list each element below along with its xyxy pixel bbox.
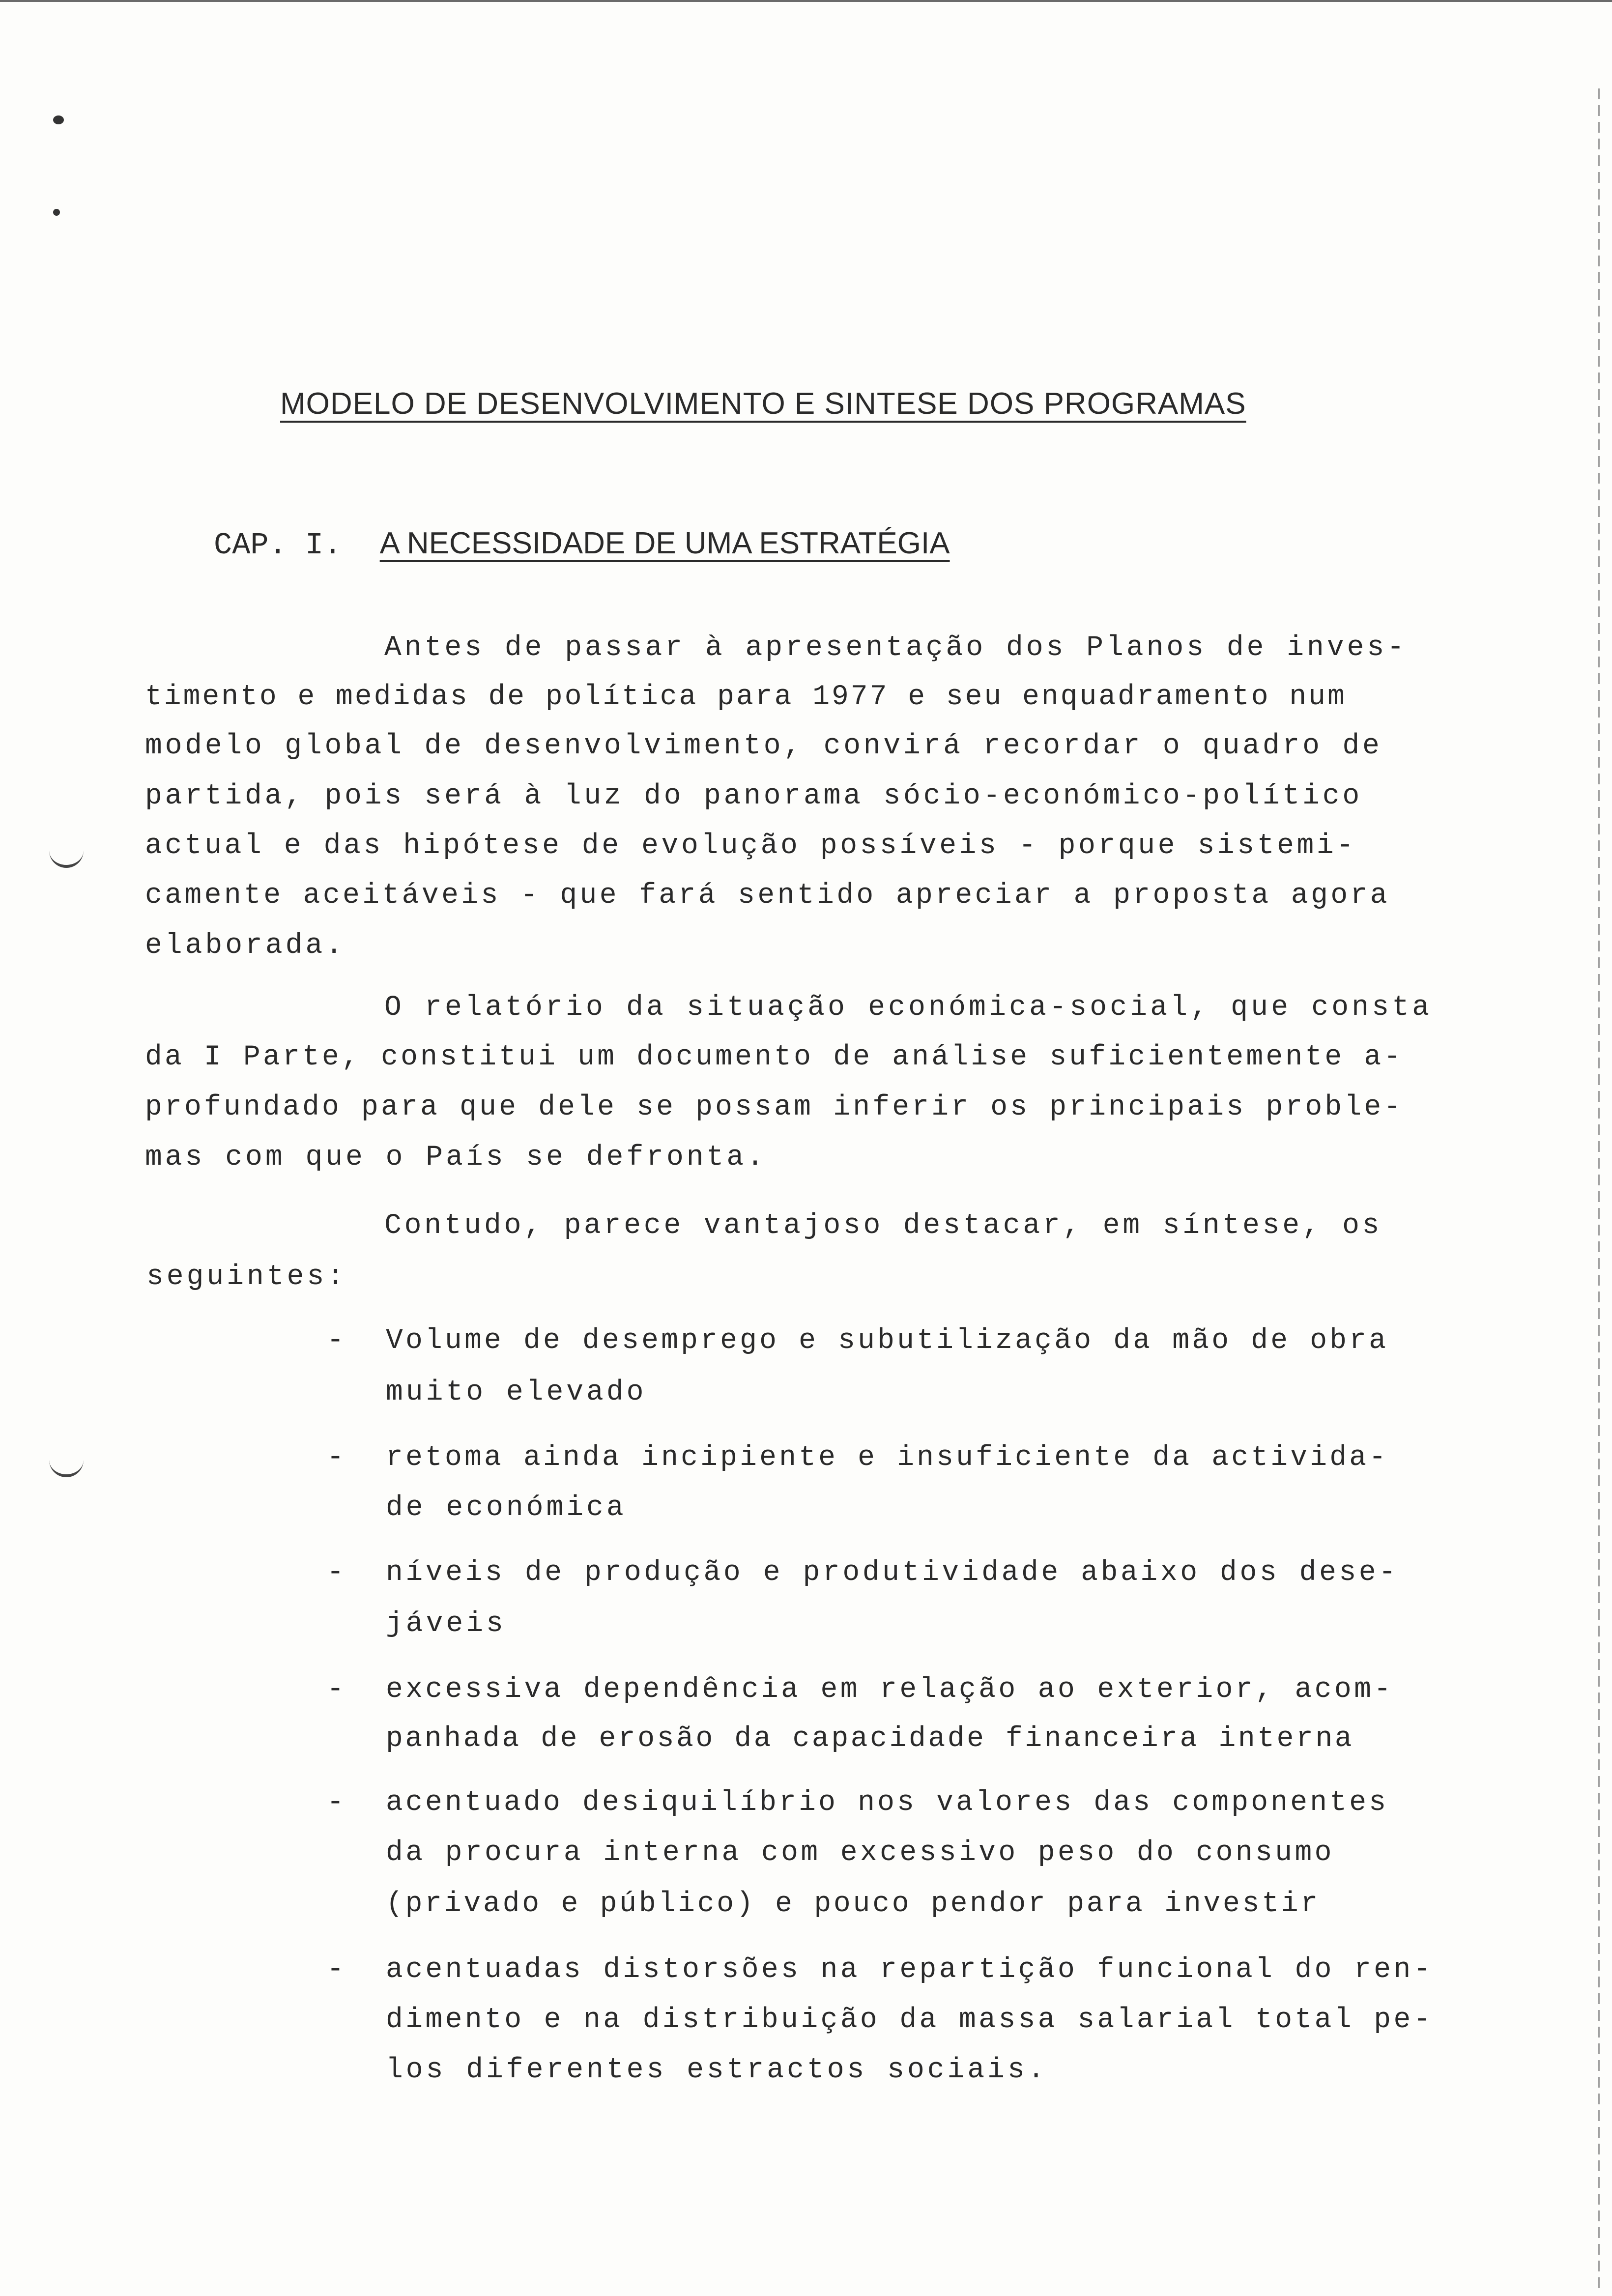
list-item-line: acentuado desiquilíbrio nos valores das componentes xyxy=(386,1787,1389,1819)
document-heading: MODELO DE DESENVOLVIMENTO E SINTESE DOS PROGRAMAS xyxy=(280,387,1246,421)
binding-hole-mark xyxy=(49,1455,84,1477)
binding-hole-mark xyxy=(49,845,84,868)
list-item-line: da procura interna com excessivo peso do consumo xyxy=(386,1837,1334,1869)
list-item-line: retoma ainda incipiente e insuficiente da activida- xyxy=(386,1442,1389,1474)
list-item-line: jáveis xyxy=(386,1608,506,1640)
paragraph-line: modelo global de desenvolvimento, convirá recordar o quadro de xyxy=(145,730,1382,762)
margin-mark xyxy=(53,115,64,124)
paragraph-line: seguintes: xyxy=(146,1261,347,1293)
bullet-dash: - xyxy=(327,1787,344,1819)
list-item-line: muito elevado xyxy=(386,1377,647,1408)
paragraph-line: timento e medidas de política para 1977 e seu enquadramento num xyxy=(145,681,1347,713)
bullet-dash: - xyxy=(327,1557,344,1589)
margin-mark xyxy=(53,209,60,216)
top-edge-rule xyxy=(0,0,1612,2)
bullet-dash: - xyxy=(327,1954,344,1986)
paragraph-line: camente aceitáveis - que fará sentido apreciar a proposta agora xyxy=(145,880,1390,912)
chapter-heading xyxy=(214,526,950,563)
list-item-line: excessiva dependência em relação ao exterior, acom- xyxy=(386,1674,1394,1706)
right-margin-rule xyxy=(1598,88,1600,2290)
list-item-line: Volume de desemprego e subutilização da mão de obra xyxy=(386,1325,1389,1357)
bullet-dash: - xyxy=(327,1442,344,1474)
paragraph-line: da I Parte, constitui um documento de análise suficientemente a- xyxy=(145,1041,1404,1073)
list-item-line: panhada de erosão da capacidade financeira interna xyxy=(386,1723,1354,1755)
paragraph-line: O relatório da situação económica-social, que consta xyxy=(384,992,1433,1024)
list-item-line: los diferentes estractos sociais. xyxy=(386,2054,1048,2086)
bullet-dash: - xyxy=(327,1325,344,1357)
paragraph-line: Contudo, parece vantajoso destacar, em síntese, os xyxy=(384,1210,1382,1242)
paragraph-line: actual e das hipótese de evolução possíveis - porque sistemi- xyxy=(145,830,1356,862)
chapter-title: A NECESSIDADE DE UMA ESTRATÉGIA xyxy=(379,526,950,560)
list-item-line: níveis de produção e produtividade abaixo dos dese- xyxy=(386,1557,1399,1589)
chapter-label: CAP. I. xyxy=(214,528,342,563)
paragraph-line: Antes de passar à apresentação dos Planos de inves- xyxy=(384,632,1408,664)
paragraph-line: profundado para que dele se possam inferir os principais proble- xyxy=(145,1091,1404,1123)
paragraph-line: mas com que o País se defronta. xyxy=(145,1142,767,1174)
list-item-line: de económica xyxy=(386,1492,627,1524)
paragraph-line: elaborada. xyxy=(145,930,346,962)
bullet-dash: - xyxy=(327,1674,344,1706)
list-item-line: acentuadas distorsões na repartição funcional do ren- xyxy=(386,1954,1433,1986)
list-item-line: (privado e público) e pouco pendor para investir xyxy=(386,1888,1321,1920)
paragraph-line: partida, pois será à luz do panorama sócio-económico-político xyxy=(145,780,1362,812)
list-item-line: dimento e na distribuição da massa salarial total pe- xyxy=(386,2004,1433,2036)
